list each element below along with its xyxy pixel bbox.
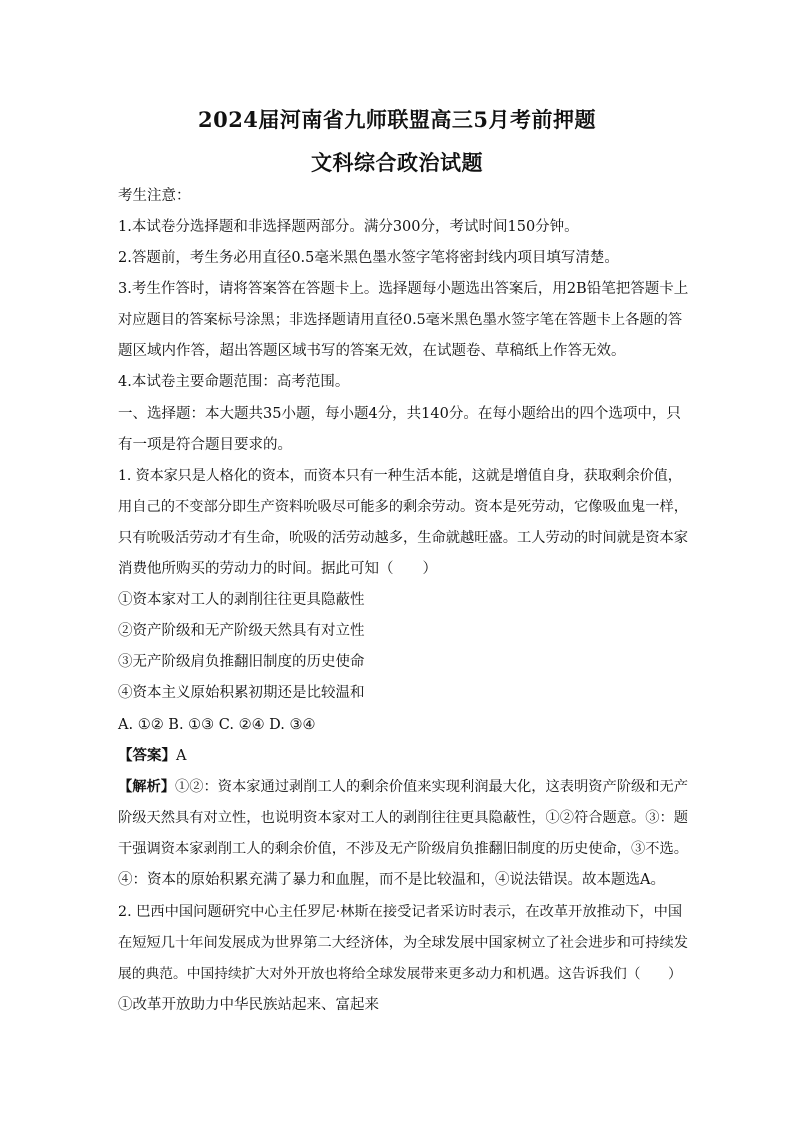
question-1-stem: 只有吮吸活劳动才有生命，吮吸的活劳动越多，生命就越旺盛。工人劳动的时间就是资本家 <box>118 530 689 546</box>
notice-heading: 考生注意： <box>118 188 191 204</box>
question-2-stem: 展的典范。中国持续扩大对外开放也将给全球发展带来更多动力和机遇。这告诉我们（ ） <box>118 966 682 982</box>
notice-line: 2.答题前，考生务必用直径0.5毫米黑色墨水签字笔将密封线内项目填写清楚。 <box>118 250 619 266</box>
question-2-stem: 2. 巴西中国问题研究中心主任罗尼·林斯在接受记者采访时表示，在改革开放推动下，中国 <box>118 904 683 920</box>
analysis-label: 【解析】 <box>118 779 176 795</box>
question-1-analysis: 干强调资本家剥削工人的剩余价值，不涉及无产阶级肩负推翻旧制度的历史使命，③不选。 <box>118 841 689 857</box>
section-heading: 有一项是符合题目要求的。 <box>118 437 292 453</box>
notice-line: 题区域内作答，超出答题区域书写的答案无效，在试题卷、草稿纸上作答无效。 <box>118 343 626 359</box>
notice-line: 4.本试卷主要命题范围：高考范围。 <box>118 374 350 390</box>
question-1-statement: ②资产阶级和无产阶级天然具有对立性 <box>118 623 365 639</box>
question-1-statement: ④资本主义原始积累初期还是比较温和 <box>118 685 365 701</box>
page-subtitle: 文科综合政治试题 <box>311 150 483 175</box>
question-1-stem: 消费他所购买的劳动力的时间。据此可知（ ） <box>118 561 437 577</box>
notice-line: 对应题目的答案标号涂黑；非选择题请用直径0.5毫米黑色墨水签字笔在答题卡上各题的答 <box>118 312 683 328</box>
question-1-answer <box>118 746 688 766</box>
question-1-choices: A. ①② B. ①③ C. ②④ D. ③④ <box>118 717 316 733</box>
page-title: 2024届河南省九师联盟高三5月考前押题 <box>197 107 597 132</box>
notice-line: 3.考生作答时，请将答案答在答题卡上。选择题每小题选出答案后，用2B铅笔把答题卡上 <box>118 281 689 297</box>
question-1-analysis: 阶级天然具有对立性，也说明资本家对工人的剥削往往更具隐蔽性，①②符合题意。③：题 <box>118 810 689 826</box>
question-1-stem: 1. 资本家只是人格化的资本，而资本只有一种生活本能，这就是增值自身，获取剩余价值， <box>118 468 682 484</box>
answer-value: A <box>176 748 187 764</box>
notice-line: 1.本试卷分选择题和非选择题两部分。满分300分，考试时间150分钟。 <box>118 219 579 235</box>
question-1-statement: ③无产阶级肩负推翻旧制度的历史使命 <box>118 654 365 670</box>
question-2-stem: 在短短几十年间发展成为世界第二大经济体，为全球发展中国家树立了社会进步和可持续发 <box>118 935 689 951</box>
section-heading: 一、选择题：本大题共35小题，每小题4分，共140分。在每小题给出的四个选项中，只 <box>118 406 681 422</box>
question-1-analysis <box>118 777 688 797</box>
analysis-text: ①②：资本家通过剥削工人的剩余价值来实现利润最大化，这表明资产阶级和无产 <box>175 779 689 795</box>
question-1-analysis: ④：资本的原始积累充满了暴力和血腥，而不是比较温和，④说法错误。故本题选A。 <box>118 872 665 888</box>
question-1-stem: 用自己的不变部分即生产资料吮吸尽可能多的剩余劳动。资本是死劳动，它像吸血鬼一样， <box>118 499 689 515</box>
question-2-statement: ①改革开放助力中华民族站起来、富起来 <box>118 997 379 1013</box>
answer-label: 【答案】 <box>118 747 176 764</box>
question-1-statement: ①资本家对工人的剥削往往更具隐蔽性 <box>118 592 365 608</box>
